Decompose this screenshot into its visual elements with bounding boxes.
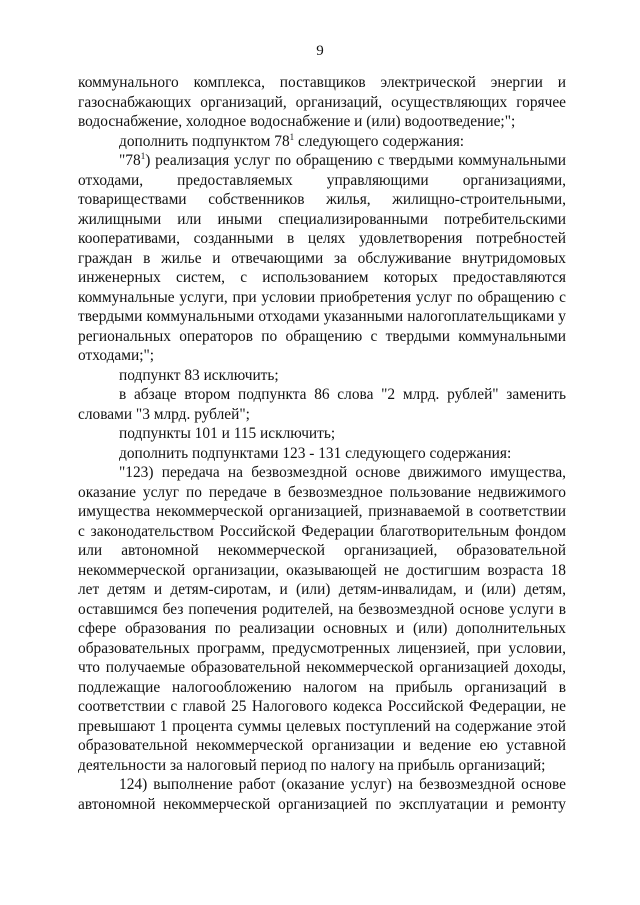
document-body <box>78 73 566 814</box>
paragraph-subitem-78-1 <box>78 151 566 366</box>
paragraph-text: ) реализация услуг по обращению с твердыми коммунальными отходами, предоставляемых управляющими организациями, товариществами собственников жилья, жилищно-строительными, жилищными или иными специализированными потребительскими кооперативами, созданными в целях удовлетворения потребностей граждан в жилье и отвечающими за обслуживание внутридомовых инженерных систем, с использованием которых предоставляются коммунальные услуги, при условии приобретения услуг по обращению с твердыми коммунальными отходами указанными налогоплательщиками у региональных операторов по обращению с твердыми коммунальными отходами;"; <box>78 152 566 364</box>
superscript: 1 <box>140 151 146 161</box>
paragraph-exclude-101-115: подпункты 101 и 115 исключить; <box>119 425 336 442</box>
paragraph-text: дополнить подпунктом 78 <box>119 132 290 150</box>
paragraph-exclude-83: подпункт 83 исключить; <box>119 366 279 384</box>
paragraph-text: "78 <box>119 152 141 169</box>
superscript: 1 <box>289 131 295 142</box>
paragraph-subitem-123: "123) передача на безвозмездной основе движимого имущества, оказание услуг по передаче в безвозмездное пользование недвижимого имущества некоммерческой организацией, признаваемой в соответствии с законодательством Российской Федерации благотворительным фондом или автономной некоммерческой организацией, образовательной некоммерческой организации, оказывающей не достигшим возраста 18 лет детям и детям-сиротам, и (или) детям-инвалидам, и (или) детям, оставшимся без попечения родителей, на безвозмездной основе услуги в сфере образования по реализации основных и (или) дополнительных образовательных программ, предусмотренных лицензией, при условии, что получаемые образовательной некоммерческой организацией доходы, подлежащие налогообложению налогом на прибыль организаций в соответствии с главой 25 Налогового кодекса Российской Федерации, не превышают 1 процента суммы целевых поступлений на содержание этой образовательной некоммерческой организации и ведение ею уставной деятельности за налоговый период по налогу на прибыль организаций; <box>78 464 566 774</box>
paragraph-add-78-1 <box>78 132 566 152</box>
paragraph-subitem-124: 124) выполнение работ (оказание услуг) на безвозмездной основе автономной некоммерческой организацией по эксплуатации и ремонту <box>78 776 566 813</box>
paragraph-amend-86: в абзаце втором подпункта 86 слова "2 млрд. рублей" заменить словами "3 млрд. рублей"; <box>78 386 566 423</box>
paragraph-text: следующего содержания: <box>294 132 465 150</box>
paragraph-continuation: коммунального комплекса, поставщиков электрической энергии и газоснабжающих организаций, организаций, осуществляющих горячее водоснабжение, холодное водоснабжение и (или) водоотведение;"; <box>78 74 566 130</box>
paragraph-add-123-131: дополнить подпунктами 123 - 131 следующего содержания: <box>119 444 512 462</box>
page-number: 9 <box>316 43 324 59</box>
